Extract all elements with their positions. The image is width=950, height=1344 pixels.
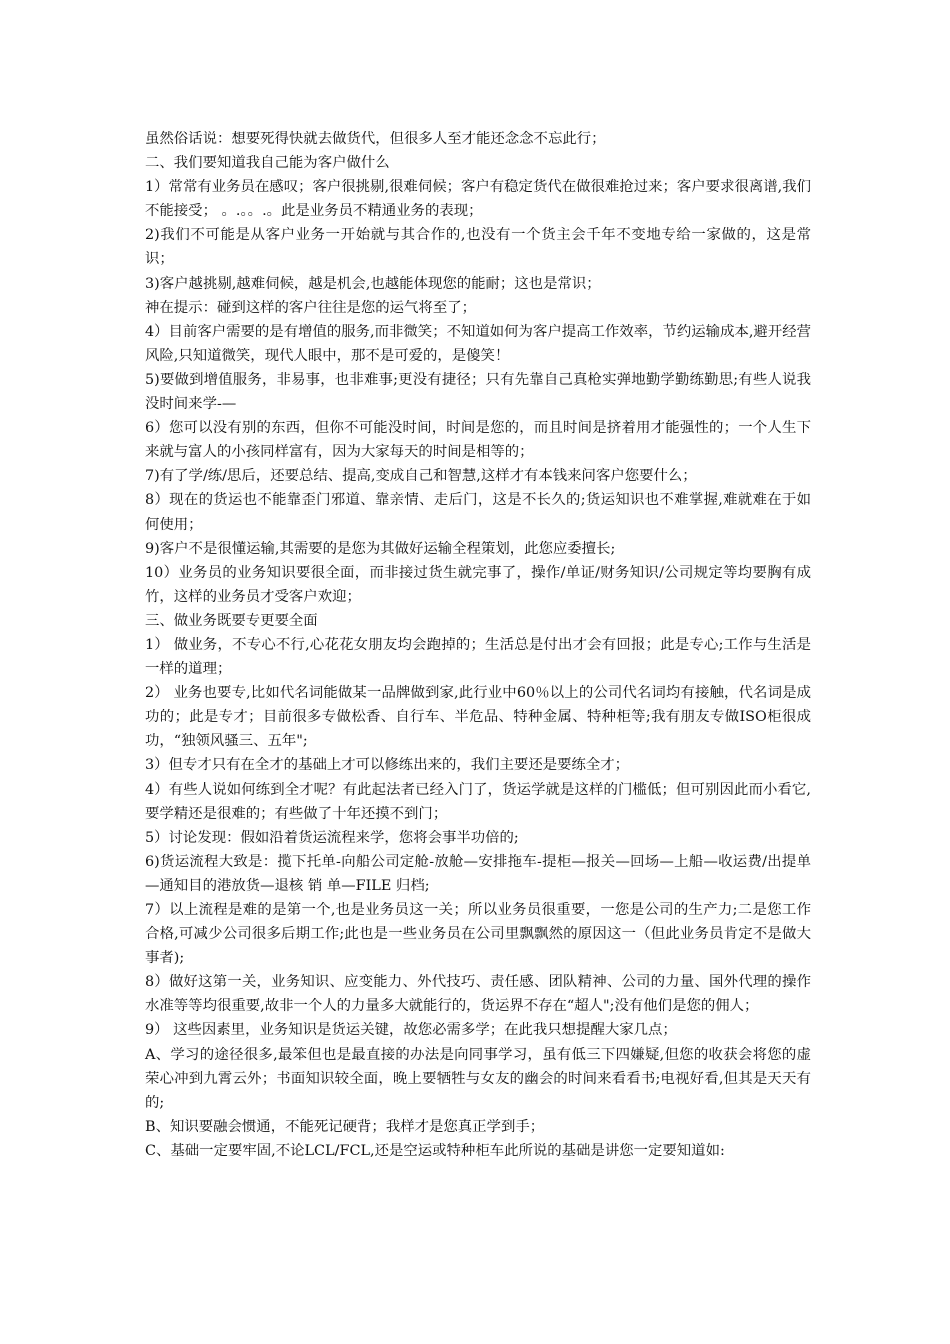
paragraph: B、知识要融会惯通，不能死记硬背；我样才是您真正学到手； xyxy=(145,1118,545,1135)
paragraph: 9） 这些因素里，业务知识是货运关键，故您必需多学；在此我只想提醒大家几点； xyxy=(145,1022,677,1039)
paragraph: 5）讨论发现：假如沿着货运流程来学，您将会事半功倍的; xyxy=(145,829,519,846)
section-heading: 三、做业务既要专更要全面 xyxy=(145,612,318,629)
paragraph: 2)我们不可能是从客户业务一开始就与其合作的,也没有一个货主会千年不变地专给一家做的，这是常识； xyxy=(145,227,811,268)
document-body xyxy=(145,127,811,1163)
paragraph: 6)货运流程大致是：揽下托单-向船公司定舱-放舱—安排拖车-提柜—报关—回场—上船—收运费/出提单—通知目的港放货—退核 销 单—FILE 归档; xyxy=(145,853,811,894)
paragraph: 3)客户越挑剔,越难伺候，越是机会,也越能体现您的能耐；这也是常识； xyxy=(145,275,601,292)
paragraph: 3）但专才只有在全才的基础上才可以修练出来的，我们主要还是要练全才； xyxy=(145,757,630,774)
paragraph: 虽然俗话说：想要死得快就去做货代，但很多人至才能还念念不忘此行； xyxy=(145,131,606,147)
paragraph: 7)有了学/练/思后，还要总结、提高,变成自己和智慧,这样才有本钱来问客户您要什么； xyxy=(145,468,697,485)
paragraph: 1） 做业务，不专心不行,心花花女朋友均会跑掉的；生活总是付出才会有回报；此是专心;工作与生活是一样的道理； xyxy=(145,636,811,678)
paragraph: 5)要做到增值服务，非易事，也非难事;更没有捷径；只有先靠自己真枪实弹地勤学勤练勤思;有些人说我没时间来学-— xyxy=(145,371,811,413)
paragraph: 2） 业务也要专,比如代名词能做某一品牌做到家,此行业中60％以上的公司代名词均有接触，代名词是成功的；此是专才；目前很多专做松香、自行车、半危品、特种金属、特种柜等;我有朋友专做ISO柜很成功，“独领风骚三、五年"; xyxy=(145,685,811,750)
section-heading: 二、我们要知道我自己能为客户做什么 xyxy=(145,155,390,172)
paragraph: A、学习的途径很多,最笨但也是最直接的办法是向同事学习，虽有低三下四嫌疑,但您的收获会将您的虚荣心冲到九霄云外；书面知识较全面，晚上要牺牲与女友的幽会的时间来看看书;电视好看,但其是天天有的; xyxy=(145,1046,811,1111)
paragraph: 4）有些人说如何练到全才呢？有此起法者已经入门了，货运学就是这样的门槛低；但可别因此而小看它,要学精还是很难的；有些做了十年还摸不到门； xyxy=(145,781,811,822)
paragraph: 4）目前客户需要的是有增值的服务,而非微笑；不知道如何为客户提高工作效率，节约运输成本,避开经营风险,只知道微笑，现代人眼中，那不是可爱的，是傻笑！ xyxy=(145,323,811,364)
paragraph: 8）现在的货运也不能靠歪门邪道、靠亲情、走后门，这是不长久的;货运知识也不难掌握,难就难在于如何使用； xyxy=(145,492,811,533)
paragraph: 6）您可以没有别的东西，但你不可能没时间，时间是您的，而且时间是挤着用才能强性的；一个人生下来就与富人的小孩同样富有，因为大家每天的时间是相等的； xyxy=(145,420,811,461)
paragraph: 9)客户不是很懂运输,其需要的是您为其做好运输全程策划，此您应委擅长; xyxy=(145,540,616,557)
paragraph: 7）以上流程是难的是第一个,也是业务员这一关；所以业务员很重要，一您是公司的生产力;二是您工作合格,可减少公司很多后期工作;此也是一些业务员在公司里飘飘然的原因这一（但此业务员肯定不是做大事者); xyxy=(145,902,811,967)
paragraph: C、基础一定要牢固,不论LCL/FCL,还是空运或特种柜车此所说的基础是讲您一定要知道如: xyxy=(145,1142,725,1159)
paragraph: 10）业务员的业务知识要很全面，而非接过货生就完事了，操作/单证/财务知识/公司规定等均要胸有成竹，这样的业务员才受客户欢迎； xyxy=(145,564,811,605)
paragraph: 神在提示：碰到这样的客户往往是您的运气将至了； xyxy=(145,299,476,316)
paragraph: 8）做好这第一关，业务知识、应变能力、外代技巧、责任感、团队精神、公司的力量、国外代理的操作水准等等均很重要,故非一个人的力量多大就能行的，货运界不存在“超人";没有他们是您的佣人； xyxy=(145,974,811,1015)
paragraph: 1）常常有业务员在感叹；客户很挑剔,很难伺候；客户有稳定货代在做很难抢过来；客户要求很离谱,我们不能接受； 。.。。.。此是业务员不精通业务的表现； xyxy=(145,179,811,220)
